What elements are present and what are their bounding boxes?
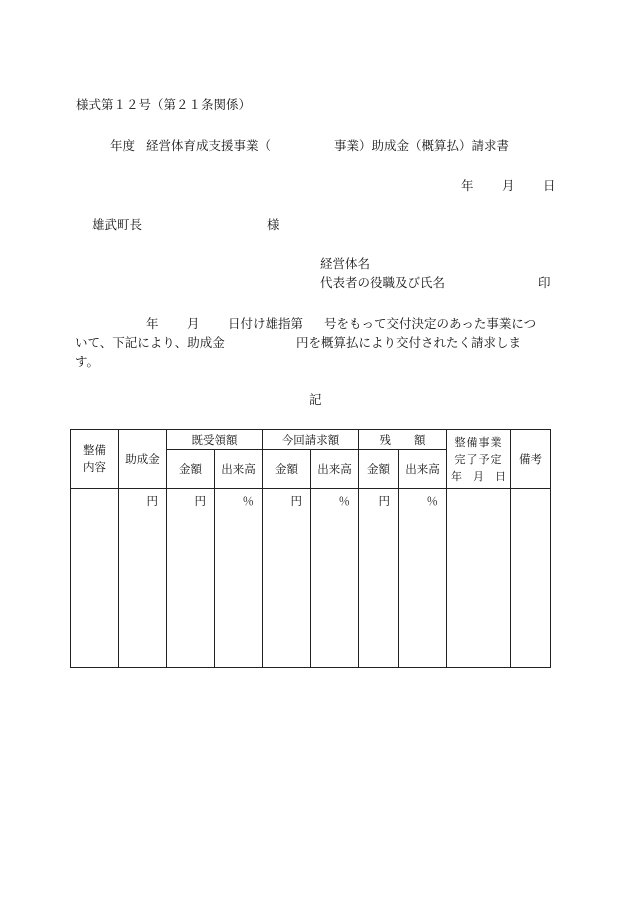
title-program: 経営体育成支援事業（ [146,138,272,153]
cell-current-progress[interactable]: ％ [311,489,359,668]
subheader-remaining-progress: 出来高 [399,450,447,489]
body-decision-ref: 日付け雄指第 [228,316,304,331]
header-completion-plan [447,430,511,489]
cell-remaining-progress[interactable]: ％ [399,489,447,668]
header-plan-line3: 年 月 日 [451,469,506,483]
cell-content[interactable] [71,489,119,668]
cell-received-amount[interactable]: 円 [167,489,215,668]
body-line3: す。 [75,354,100,369]
request-table [70,429,551,668]
header-content-line1: 整備 [83,443,106,457]
date-day: 日 [543,178,556,193]
addressee-suffix: 様 [267,217,280,232]
header-subsidy: 助成金 [119,430,167,489]
body-year: 年 [146,316,159,331]
cell-subsidy[interactable]: 円 [119,489,167,668]
body-month: 月 [187,316,200,331]
note-heading: 記 [309,392,322,407]
body-line2-start: いて、下記により、助成金 [75,335,225,350]
table-row [71,489,551,668]
header-received: 既受領額 [167,430,263,450]
cell-remaining-amount[interactable]: 円 [359,489,399,668]
header-plan-line2: 完了予定 [454,452,503,466]
subheader-remaining-amount: 金額 [359,450,399,489]
header-current: 今回請求額 [263,430,359,450]
body-line1-end: 号をもって交付決定のあった事業につ [324,316,537,331]
body-line2-end: 円を概算払により交付されたく請求しま [296,335,522,350]
subheader-received-progress: 出来高 [215,450,263,489]
cell-received-progress[interactable]: ％ [215,489,263,668]
entity-name-label: 経営体名 [320,256,371,271]
cell-current-amount[interactable]: 円 [263,489,311,668]
date-year: 年 [461,178,474,193]
cell-completion-date[interactable] [447,489,511,668]
title-fiscal-year: 年度 [110,138,136,153]
subheader-current-amount: 金額 [263,450,311,489]
subheader-current-progress: 出来高 [311,450,359,489]
title-request-name: 事業）助成金（概算払）請求書 [334,138,510,153]
header-remaining: 残 額 [359,430,447,450]
representative-label: 代表者の役職及び氏名 [320,275,446,290]
header-content [71,430,119,489]
header-plan-line1: 整備事業 [454,435,503,449]
date-month: 月 [502,178,515,193]
subheader-received-amount: 金額 [167,450,215,489]
seal-mark: 印 [538,275,551,290]
header-remarks: 備考 [511,430,551,489]
header-content-line2: 内容 [83,460,106,474]
addressee-name: 雄武町長 [92,217,143,232]
form-number: 様式第１２号（第２１条関係） [76,97,252,112]
cell-remarks[interactable] [511,489,551,668]
